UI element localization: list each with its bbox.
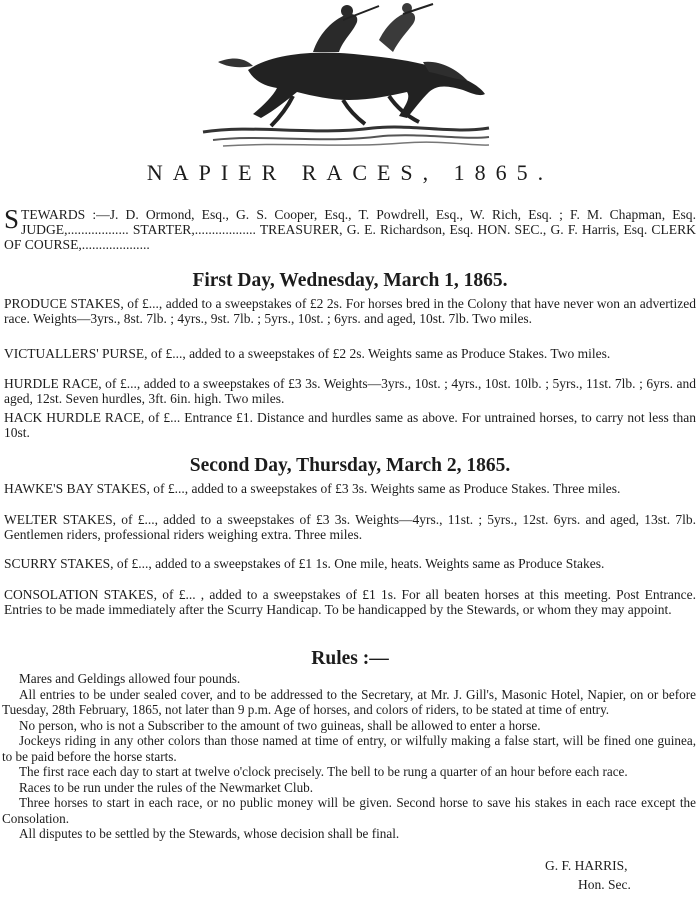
signatory-name: G. F. HARRIS, [545, 858, 628, 873]
signature-block [545, 856, 631, 894]
dropcap-letter: S [4, 204, 20, 234]
first-day-heading: First Day, Wednesday, March 1, 1865. [192, 270, 508, 291]
race-scurry-stakes: SCURRY STAKES, of £..., added to a sweepstakes of £1 1s. One mile, heats. Weights same as Produce Stakes. [4, 556, 605, 571]
rules-heading: Rules :— [311, 648, 389, 669]
race-consolation-stakes: CONSOLATION STAKES, of £... , added to a sweepstakes of £1 1s. For all beaten horses at this meeting. Post Entrance. Entries to be made immediately after the Scurry Handicap. To be handicapped by the Stewards, or whom they may appoint. [4, 587, 696, 617]
rule-item: The first race each day to start at twelve o'clock precisely. The bell to be rung a quarter of an hour before each race. [19, 764, 628, 779]
signatory-role: Hon. Sec. [578, 877, 631, 892]
race-produce-stakes: PRODUCE STAKES, of £..., added to a sweepstakes of £2 2s. For horses bred in the Colony that have never won an advertized race. Weights—3yrs., 8st. 7lb. ; 4yrs., 9st. 7lb. ; 5yrs., 10st. ; 6yrs. and aged, 10st. 7lb. Two miles. [4, 296, 696, 326]
stewards-paragraph [4, 204, 696, 252]
stewards-text: TEWARDS :—J. D. Ormond, Esq., G. S. Cooper, Esq., T. Powdrell, Esq., W. Rich, Esq. ; F. M. Chapman, Esq. JUDGE,.................. STARTER,.................. TREASURER, G. E. Richardson, Esq. HON. SEC., G. F. Harris, Esq. CLERK OF COURSE,.................... [4, 207, 696, 252]
rule-item: Three horses to start in each race, or no public money will be given. Second horse to save his stakes in each race except the Consolation. [2, 795, 696, 826]
race-victuallers-purse: VICTUALLERS' PURSE, of £..., added to a sweepstakes of £2 2s. Weights same as Produce Stakes. Two miles. [4, 346, 611, 361]
rule-item: Jockeys riding in any other colors than those named at time of entry, or wilfully making a false start, will be fined one guinea, to be paid before the horse starts. [2, 733, 696, 764]
rule-item: All entries to be under sealed cover, and to be addressed to the Secretary, at Mr. J. Gill's, Masonic Hotel, Napier, on or before Tuesday, 28th February, 1865, not later than 9 p.m. Age of horses, and colors of riders, to be stated at time of entry. [2, 686, 696, 717]
rule-item: Mares and Geldings allowed four pounds. [19, 671, 241, 686]
race-hawkes-bay-stakes: HAWKE'S BAY STAKES, of £..., added to a sweepstakes of £3 3s. Weights same as Produce Stakes. Three miles. [4, 481, 621, 496]
race-welter-stakes: WELTER STAKES, of £..., added to a sweepstakes of £3 3s. Weights—4yrs., 11st. ; 5yrs., 12st. 6yrs. and aged, 13st. 7lb. Gentlemen riders, professional riders weighing extra. Three miles. [4, 512, 696, 542]
page-title: NAPIER RACES, 1865. [146, 160, 554, 185]
rule-item: All disputes to be settled by the Stewards, whose decision shall be final. [19, 826, 400, 841]
second-day-heading: Second Day, Thursday, March 2, 1865. [189, 455, 511, 476]
rule-item: Races to be run under the rules of the Newmarket Club. [19, 779, 314, 795]
race-hack-hurdle-race: HACK HURDLE RACE, of £... Entrance £1. Distance and hurdles same as above. For untrained horses, to carry not less than 10st. [4, 410, 696, 440]
racehorse-illustration [193, 0, 493, 150]
race-hurdle-race: HURDLE RACE, of £..., added to a sweepstakes of £3 3s. Weights—3yrs., 10st. ; 4yrs., 10st. 10lb. ; 5yrs., 11st. 7lb. ; 6yrs. and aged, 12st. Seven hurdles, 3ft. 6in. high. Two miles. [4, 376, 696, 406]
rule-item: No person, who is not a Subscriber to the amount of two guineas, shall be allowed to enter a horse. [19, 717, 541, 733]
rules-list [2, 671, 696, 842]
